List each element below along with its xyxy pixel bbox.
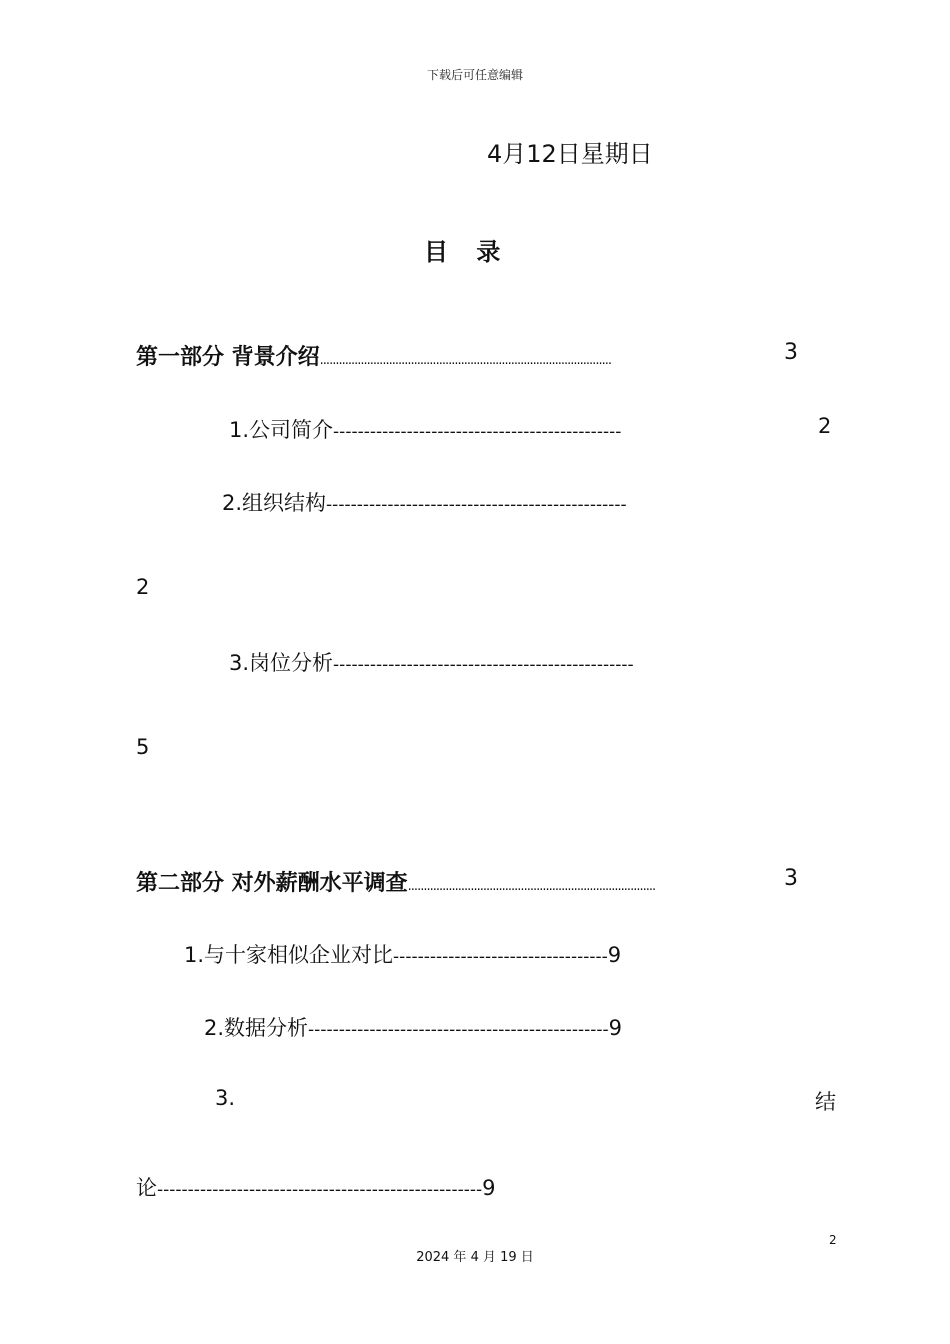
- toc-item-2-3: [136, 1172, 496, 1202]
- date-title: 4月12日星期日: [487, 140, 653, 168]
- toc-item-2-1: [184, 939, 621, 969]
- toc-item-leader: -----------------------------------------------: [333, 422, 622, 442]
- toc-item-leader: -------------------------------------------------: [326, 495, 627, 515]
- toc-item-1-2-page: 2: [136, 575, 150, 599]
- toc-item-label: 1.公司简介: [229, 418, 334, 442]
- footer-date: 2024 年 4 月 19 日: [416, 1250, 534, 1265]
- toc-item-page: 9: [607, 943, 622, 967]
- toc-item-2-3-label-start: 结: [815, 1090, 836, 1114]
- page-number: 2: [829, 1233, 837, 1247]
- toc-item-label: 2.数据分析: [204, 1016, 309, 1040]
- toc-item-1-2: [222, 487, 627, 517]
- toc-part-1: [136, 340, 611, 371]
- toc-item-1-1: [229, 414, 621, 444]
- toc-item-label: 3.岗位分析: [229, 651, 334, 675]
- toc-item-page: 9: [482, 1176, 496, 1200]
- toc-item-1-1-page: 2: [818, 414, 832, 438]
- toc-title: 目 录: [424, 238, 511, 266]
- toc-item-leader: -----------------------------------: [393, 947, 608, 967]
- toc-item-label: 2.组织结构: [222, 491, 327, 515]
- toc-item-2-2: [204, 1012, 622, 1042]
- toc-part-1-page: 3: [784, 340, 798, 365]
- toc-item-leader: -------------------------------------------------: [333, 655, 634, 675]
- toc-item-label: 论: [136, 1176, 157, 1200]
- toc-item-1-3: [229, 647, 634, 677]
- toc-item-1-3-page: 5: [136, 735, 150, 759]
- toc-part-2-leader: ...............................................................................: [407, 879, 656, 894]
- header-note: 下载后可任意编辑: [426, 68, 523, 82]
- toc-part-2-label: 第二部分 对外薪酬水平调查: [136, 871, 408, 896]
- toc-part-1-label: 第一部分 背景介绍: [136, 345, 320, 370]
- toc-item-page: 9: [608, 1016, 623, 1040]
- toc-part-2-page: 3: [784, 866, 798, 891]
- toc-part-1-leader: .............................................................................................: [319, 353, 611, 368]
- toc-item-label: 1.与十家相似企业对比: [184, 943, 394, 967]
- toc-item-leader: -----------------------------------------------------: [157, 1180, 483, 1200]
- toc-item-2-3-number: 3.: [215, 1086, 236, 1110]
- toc-item-leader: -------------------------------------------------: [308, 1020, 609, 1040]
- toc-part-2: [136, 866, 655, 897]
